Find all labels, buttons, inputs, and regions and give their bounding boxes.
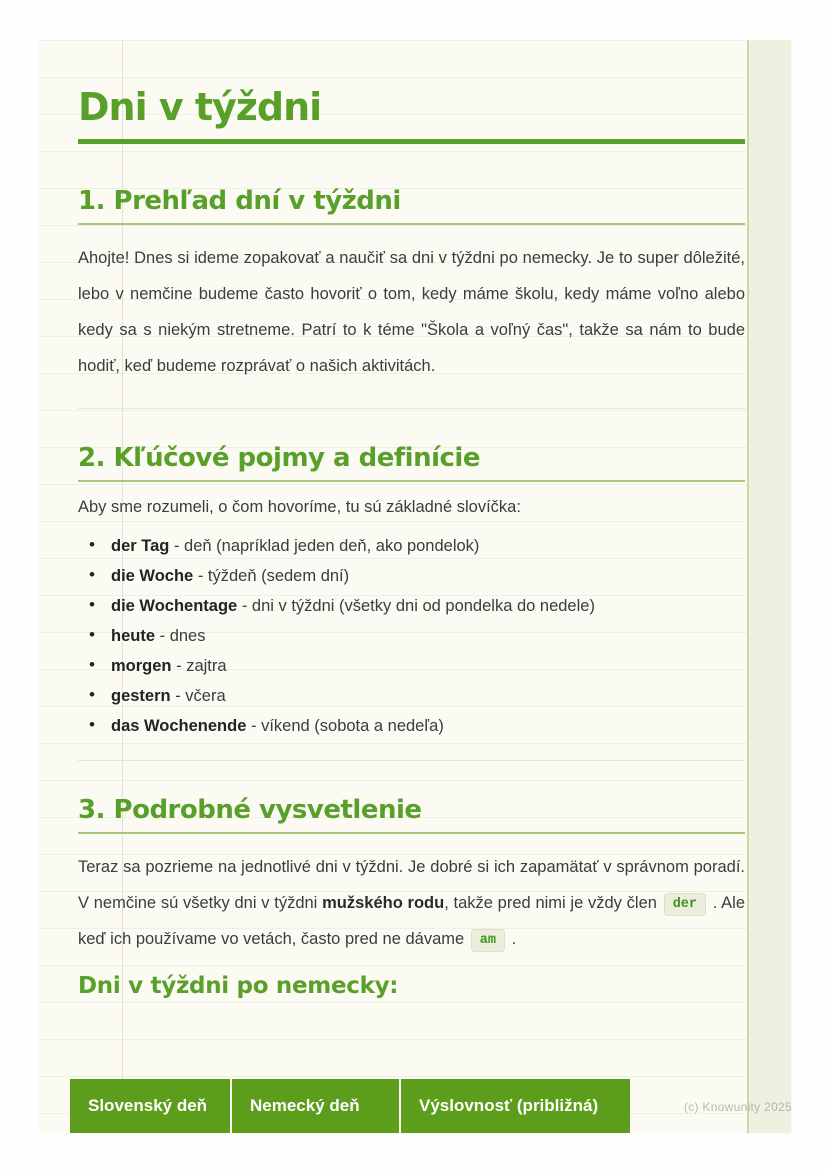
inline-code-am: am (471, 929, 505, 952)
bullet-icon: • (89, 535, 95, 554)
list-item (78, 536, 745, 556)
bullet-icon: • (89, 625, 95, 644)
section-2-underline (78, 480, 745, 482)
term-text: die Woche (111, 567, 194, 585)
term-text: gestern (111, 687, 171, 705)
paragraph-text: . Ale keď ich používame vo vetách, často pred ne dávame (78, 894, 745, 948)
bullet-icon: • (89, 595, 95, 614)
definition-text: - deň (napríklad jeden deň, ako pondelok) (173, 537, 480, 555)
table-header-row (70, 1079, 630, 1133)
section-3-underline (78, 832, 745, 834)
inline-code-der: der (664, 893, 706, 916)
document-content (40, 40, 791, 1001)
section-1-heading: 1. Prehľad dní v týždni (78, 186, 401, 216)
section-1-paragraph: Ahojte! Dnes si ideme zopakovať a naučiť sa dni v týždni po nemecky. Je to super dôležité, lebo v nemčine budeme často hovoriť o tom, kedy máme školu, kedy máme voľno alebo kedy sa s niekým stretneme. Patrí to k téme "Škola a voľný čas", takže sa nám to bude hodiť, keď budeme rozprávať o našich aktivitách. (78, 249, 745, 375)
table-header-slovak-day: Slovenský deň (70, 1079, 231, 1133)
bullet-icon: • (89, 655, 95, 674)
paragraph-text: Teraz sa pozrieme na jednotlivé dni v týždni. Je dobré si ich zapamätať v správnom poradí. V nemčine sú všetky dni v týždni (78, 858, 745, 912)
table-header-pronunciation: Výslovnosť (približná) (400, 1079, 630, 1133)
paragraph-text: . (506, 930, 517, 948)
term-text: das Wochenende (111, 717, 247, 735)
term-text: morgen (111, 657, 172, 675)
section-3-paragraph (78, 849, 745, 957)
document-card (40, 40, 791, 1133)
section-2-heading: 2. Kľúčové pojmy a definície (78, 443, 480, 473)
days-subheading: Dni v týždni po nemecky: (78, 973, 399, 999)
list-item (78, 626, 745, 646)
copyright-watermark: (c) Knowunity 2025 (683, 1100, 792, 1114)
section-1-underline (78, 223, 745, 225)
vocabulary-list (78, 536, 745, 736)
bold-phrase: mužského rodu (322, 894, 445, 912)
section-divider (78, 408, 745, 409)
list-item (78, 686, 745, 706)
definition-text: - dnes (159, 627, 206, 645)
definition-text: - zajtra (176, 657, 227, 675)
term-text: heute (111, 627, 156, 645)
list-item (78, 596, 745, 616)
days-table (70, 1079, 630, 1133)
list-item (78, 656, 745, 676)
term-text: die Wochentage (111, 597, 238, 615)
table-header-german-day: Nemecký deň (231, 1079, 400, 1133)
section-2-intro: Aby sme rozumeli, o čom hovoríme, tu sú základné slovíčka: (78, 498, 521, 516)
list-item (78, 566, 745, 586)
section-divider (78, 760, 745, 761)
bullet-icon: • (89, 685, 95, 704)
bullet-icon: • (89, 715, 95, 734)
title-underline-rule (78, 139, 745, 144)
bullet-icon: • (89, 565, 95, 584)
page-title: Dni v týždni (78, 85, 322, 129)
definition-text: - včera (175, 687, 226, 705)
paragraph-text: , takže pred nimi je vždy člen (444, 894, 662, 912)
definition-text: - dni v týždni (všetky dni od pondelka do nedele) (241, 597, 595, 615)
section-3-heading: 3. Podrobné vysvetlenie (78, 795, 422, 825)
definition-text: - víkend (sobota a nedeľa) (251, 717, 444, 735)
definition-text: - týždeň (sedem dní) (197, 567, 350, 585)
term-text: der Tag (111, 537, 170, 555)
list-item (78, 716, 745, 736)
